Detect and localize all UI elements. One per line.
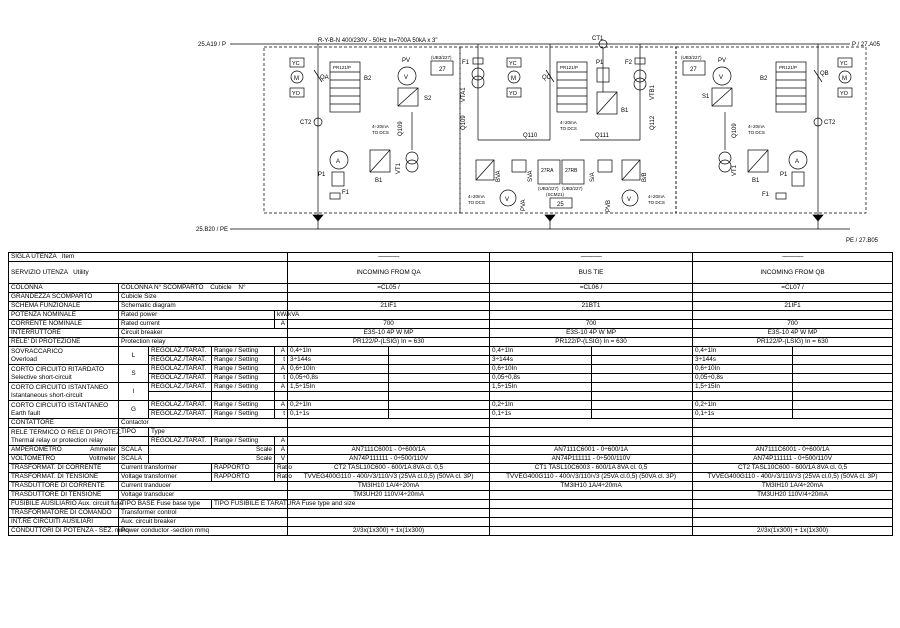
svg-text:PVA: PVA (521, 199, 527, 211)
bus-tie-circuit (461, 36, 665, 212)
row-column: COLONNA COLONNA N° SCOMPARTO Cubicle N° =CL05 / =CL06 / =CL07 / (9, 284, 893, 293)
incoming-qa-circuit (290, 44, 453, 229)
svg-text:4÷20mA: 4÷20mA (648, 194, 665, 199)
svg-text:A: A (795, 159, 800, 165)
left-bottom-ref: 25.B20 / PE (196, 227, 229, 233)
svg-text:YO: YO (292, 91, 300, 97)
svg-text:YC: YC (509, 61, 517, 67)
row-ammeter: AMPEROMETRO Ammeter SCALA Scale A AN7111C6001 - 0÷600/1A AN7111C6001 - 0÷600/1A AN7111C6001 - 0÷600/1A (9, 446, 893, 455)
svg-text:Q112: Q112 (650, 115, 656, 130)
svg-text:VTB1: VTB1 (650, 84, 656, 100)
row-rated-current: CORRENTE NOMINALE Rated current A 700 700 700 (9, 320, 893, 329)
svg-text:P1: P1 (318, 172, 326, 178)
row-contactor: CONTATTORE Contactor (9, 419, 893, 428)
svg-text:CT2: CT2 (300, 120, 312, 126)
row-control-transformer: TRASFORMATORE DI COMANDO Transformer control (9, 509, 893, 518)
row-earth-fault-b: REGOLAZ./TARAT. Range / Setting t 0,1÷1s 0,1÷1s 0,1÷1s (9, 410, 893, 419)
svg-text:VT1: VT1 (396, 162, 402, 174)
svg-text:TO DCS: TO DCS (560, 126, 577, 131)
row-voltage-transformer: TRASFORMAT. DI TENSIONE Voltage transformer RAPPORTO Ratio TVVEG400G110 - 400/√3/110/√3 (25VA cl.0,5) (50VA cl. 3P) TVVEG400G110 - 400/√3/110/√3 (25VA cl.0,5) (50VA cl. 3P) TVVEG400G110 - 400/√3/110/√3 (25VA cl.0,5) (50VA cl. 3P) (9, 473, 893, 482)
svg-text:CT2: CT2 (824, 120, 836, 126)
svg-text:B2: B2 (364, 76, 372, 82)
svg-text:F1: F1 (762, 192, 770, 198)
utility-2: BUS TIE (490, 262, 693, 284)
row-overload-a: SOVRACCARICO Overload L REGOLAZ./TARAT. Range / Setting A 0,4÷1In 0,4÷1In 0,4÷1In (9, 347, 893, 356)
busbar-rating: R-Y-B-N 400/230V - 50Hz In=700A 50kA x 3" (318, 38, 438, 44)
svg-text:PV: PV (718, 58, 727, 64)
svg-text:M: M (511, 76, 516, 82)
row-overload-b: REGOLAZ./TARAT. Range / Setting t 3÷144s 3÷144s 3÷144s (9, 356, 893, 365)
svg-text:Q109: Q109 (732, 123, 738, 138)
svg-text:M: M (294, 76, 299, 82)
svg-text:B2: B2 (760, 76, 768, 82)
right-bottom-ref: PE / 27.B05 (846, 238, 879, 244)
svg-text:YC: YC (840, 61, 848, 67)
svg-text:QA: QA (320, 75, 329, 81)
svg-text:(UB3/227): (UB3/227) (681, 55, 702, 60)
svg-text:27: 27 (439, 67, 446, 73)
svg-text:PR121/P: PR121/P (779, 65, 798, 70)
svg-text:P1: P1 (596, 60, 604, 66)
svg-text:4÷20mA: 4÷20mA (748, 124, 765, 129)
svg-text:VT1: VT1 (732, 164, 738, 176)
row-current-transducer: TRASDUTTORE DI CORRENTE Current tranducer TM3IH10 1A/4÷20mA TM3IH10 1A/4÷20mA TM3IH10 1A/4÷20mA (9, 482, 893, 491)
svg-text:27: 27 (690, 67, 697, 73)
svg-text:YO: YO (840, 91, 848, 97)
row-breaker: INTERRUTTORE Circuit breaker E3S-10 4P W MP E3S-10 4P W MP E3S-10 4P W MP (9, 329, 893, 338)
svg-text:V: V (505, 197, 510, 203)
svg-text:V: V (404, 75, 409, 81)
svg-text:25: 25 (557, 202, 564, 208)
svg-text:B1: B1 (375, 178, 383, 184)
svg-text:A: A (336, 159, 341, 165)
svg-text:CT1: CT1 (592, 36, 604, 42)
svg-text:(UB3/227): (UB3/227) (538, 186, 559, 191)
svg-text:SVA: SVA (528, 170, 534, 182)
svg-text:4÷20mA: 4÷20mA (468, 194, 485, 199)
specification-table (8, 252, 893, 536)
svg-text:QB: QB (820, 71, 829, 77)
row-utility: SERVIZIO UTENZA Utility INCOMING FROM QA BUS TIE INCOMING FROM QB (9, 262, 893, 284)
svg-text:YO: YO (509, 91, 517, 97)
svg-text:4÷20mA: 4÷20mA (560, 120, 577, 125)
svg-text:F1: F1 (342, 190, 350, 196)
single-line-schematic (0, 0, 900, 252)
left-top-ref: 25.A19 / P (198, 42, 227, 48)
row-voltmeter: VOLTOMETRO Voltmeter SCALA Scale V AN74P111111 - 0÷500/110V AN74P111111 - 0÷500/110V AN74P111111 - 0÷500/110V (9, 455, 893, 464)
svg-text:TO DCS: TO DCS (748, 130, 765, 135)
svg-text:PVB: PVB (606, 199, 612, 212)
item-value-2: ------------- (490, 253, 693, 262)
row-voltage-transducer: TRASDUTTORE DI TENSIONE Voltage transducer TM3UH20 110V/4÷20mA TM3UH20 110V/4÷20mA (9, 491, 893, 500)
incoming-qb-circuit (681, 44, 852, 229)
row-instantaneous-a: CORTO CIRCUITO ISTANTANEO Istantaneous short-circuit I REGOLAZ./TARAT. Range / Setting A 1,5÷15In 1,5÷15In 1,5÷15In (9, 383, 893, 392)
row-aux-breaker: INT.RE CIRCUITI AUSILIARI Aux. circuit breaker (9, 518, 893, 527)
row-relay: RELE' DI PROTEZIONE Protection relay PR122/P-(LSIG) In = 630 PR122/P-(LSIG) In = 630 PR122/P-(LSIG) In = 630 (9, 338, 893, 347)
row-current-transformer: TRASFORMAT. DI CORRENTE Current transformer RAPPORTO Ratio CT2 TASL10C600 - 600/1A 8VA cl. 0,5 CT1 TASL10C6003 - 600/1A 8VA cl. 0,5 CT2 TASL10C600 - 600/1A 8VA cl. 0,5 (9, 464, 893, 473)
to-dcs-label: 4÷20mA (372, 124, 389, 129)
svg-text:27RA: 27RA (541, 168, 554, 174)
svg-text:V: V (719, 75, 724, 81)
svg-text:S1: S1 (702, 94, 710, 100)
svg-text:Q109: Q109 (398, 121, 404, 136)
svg-text:QC: QC (542, 75, 551, 81)
svg-text:P1: P1 (780, 172, 788, 178)
svg-text:27RB: 27RB (565, 168, 578, 174)
svg-text:YC: YC (292, 61, 300, 67)
svg-text:PR121/P: PR121/P (560, 65, 579, 70)
svg-text:TO DCS: TO DCS (648, 200, 665, 205)
svg-text:Q110: Q110 (523, 133, 538, 139)
svg-text:B1: B1 (621, 108, 629, 114)
row-cubicle-size: GRANDEZZA SCOMPARTO Cubicle Size (9, 293, 893, 302)
row-schematic: SCHEMA FUNZIONALE Schematic diagram 21IF1 21BT1 21IF1 (9, 302, 893, 311)
svg-text:Q109: Q109 (461, 115, 467, 130)
row-selective-a: CORTO CIRCUITO RITARDATO Selective short-circuit S REGOLAZ./TARAT. Range / Setting A 0,6÷10In 0,6÷10In 0,6÷10In (9, 365, 893, 374)
utility-3: INCOMING FROM QB (693, 262, 893, 284)
row-rated-power: POTENZA NOMINALE Rated power kW/kVA (9, 311, 893, 320)
svg-text:TO DCS: TO DCS (372, 130, 389, 135)
svg-text:S2: S2 (424, 96, 432, 102)
svg-text:V: V (627, 197, 632, 203)
svg-text:PV: PV (402, 58, 411, 64)
svg-text:BVA: BVA (496, 170, 502, 182)
svg-text:B/B: B/B (642, 172, 648, 182)
svg-text:F2: F2 (625, 60, 633, 66)
svg-text:Q111: Q111 (595, 133, 609, 139)
row-thermal-a: RELE TERMICO O RELE DI PROTEZ. Thermal relay or protection relay TIPO Type (9, 428, 893, 437)
svg-text:S/A: S/A (590, 172, 596, 182)
svg-text:PR121/P: PR121/P (333, 65, 352, 70)
row-power-conductors: CONDUTTORI DI POTENZA - SEZ. mmq Power conductor -section mmq 2//3x(1x300) + 1x(1x300) 2//3x(1x300) + 1x(1x300) (9, 527, 893, 536)
svg-text:VTA1: VTA1 (461, 87, 467, 102)
row-earth-fault-a: CORTO CIRCUITO ISTANTANEO Earth fault G REGOLAZ./TARAT. Range / Setting A 0,2÷1In 0,2÷1In 0,2÷1In (9, 401, 893, 410)
right-top-ref: P / 27.A05 (852, 42, 880, 48)
row-aux-fuse: FUSIBILE AUSILIARIO Aux. circuit fuse TIPO BASE Fuse base type TIPO FUSIBILE E TARATURA Fuse type and size (9, 500, 893, 509)
item-value-1: ------------- (288, 253, 490, 262)
svg-text:F1: F1 (462, 60, 470, 66)
item-value-3: ------------- (693, 253, 893, 262)
svg-text:(SCM21): (SCM21) (546, 192, 565, 197)
svg-text:(UB3/227): (UB3/227) (431, 55, 452, 60)
svg-text:B1: B1 (752, 178, 760, 184)
utility-1: INCOMING FROM QA (288, 262, 490, 284)
svg-text:TO DCS: TO DCS (468, 200, 485, 205)
row-item: SIGLA UTENZA Item ------------- ------------- ------------- (9, 253, 893, 262)
cubicle-frame-qb (676, 47, 866, 213)
row-thermal-b: REGOLAZ./TARAT. Range / Setting A (9, 437, 893, 446)
row-selective-b: REGOLAZ./TARAT. Range / Setting t 0,05÷0,8s 0,05÷0,8s 0,05÷0,8s (9, 374, 893, 383)
svg-text:(UB3/227): (UB3/227) (562, 186, 583, 191)
svg-text:M: M (842, 76, 847, 82)
